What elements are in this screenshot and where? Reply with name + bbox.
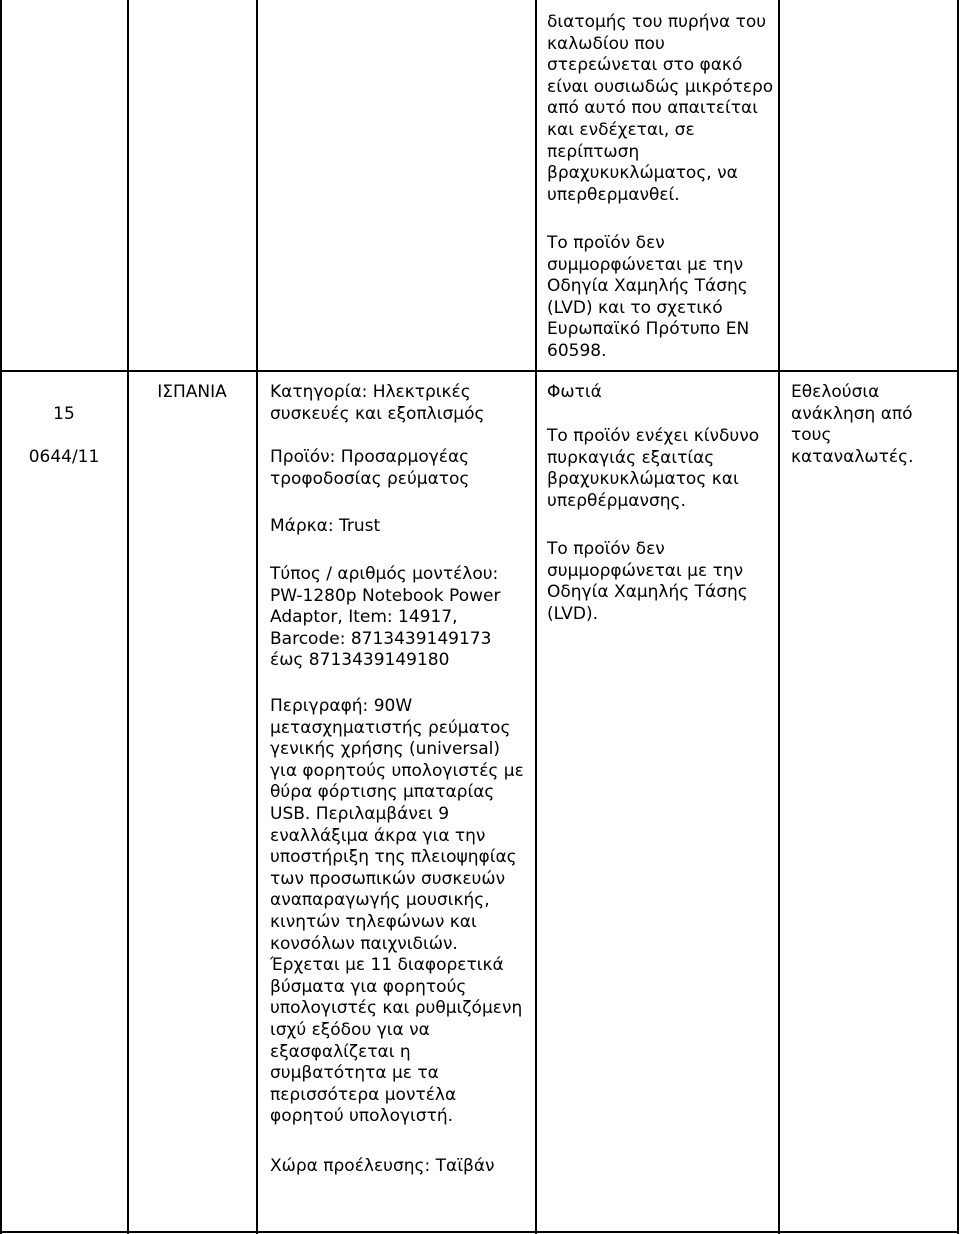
- measures-taken: Εθελούσια ανάκληση από τους καταναλωτές.: [791, 382, 914, 467]
- border-right: [957, 0, 959, 1234]
- border-bottom: [0, 1231, 959, 1233]
- product-origin: Χώρα προέλευσης: Ταϊβάν: [270, 1156, 495, 1176]
- top-compliance-note: Το προϊόν δεν συμμορφώνεται με την Οδηγία Χαμηλής Τάσης (LVD) και το σχετικό Ευρωπαϊκό Πρότυπο EN 60598.: [547, 233, 750, 361]
- risk-type: Φωτιά: [547, 382, 602, 402]
- entry-number: [2, 382, 126, 490]
- top-hazard-description: διατομής του πυρήνα του καλωδίου που στερεώνεται στο φακό είναι ουσιωδώς μικρότερο από αυτό που απαιτείται και ενδέχεται, σε περίπτωση βραχυκυκλώματος, να υπερθερμανθεί.: [547, 12, 774, 205]
- entry-country: ΙΣΠΑΝΙΑ: [157, 382, 227, 402]
- product-model: Τύπος / αριθμός μοντέλου: PW-1280p Notebook Power Adaptor, Item: 14917, Barcode: 8713439149173 έως 8713439149180: [270, 564, 501, 671]
- row-divider: [0, 370, 959, 372]
- product-description: Περιγραφή: 90W μετασχηματιστής ρεύματος γενικής χρήσης (universal) για φορητούς υπολογιστές με θύρα φόρτισης μπαταρίας USB. Περιλαμβάνει 9 εναλλάξιμα άκρα για την υποστήριξη της πλειοψηφίας των προσωπικών συσκευών αναπαραγωγής μουσικής, κινητών τηλεφώνων και κονσόλων παιχνιδιών. Έρχεται με 11 διαφορετικά βύσματα για φορητούς υπολογιστές και ρυθμιζόμενη ισχύ εξόδου για να εξασφαλίζεται η συμβατότητα με τα περισσότερα μοντέλα φορητού υπολογιστή.: [270, 696, 524, 1127]
- border-left: [0, 0, 2, 1234]
- risk-description: Το προϊόν ενέχει κίνδυνο πυρκαγιάς εξαιτίας βραχυκυκλώματος και υπερθέρμανσης.: [547, 426, 760, 511]
- border-col3: [535, 0, 537, 1234]
- product-brand: Μάρκα: Trust: [270, 516, 381, 536]
- risk-compliance: Το προϊόν δεν συμμορφώνεται με την Οδηγία Χαμηλής Τάσης (LVD).: [547, 539, 748, 624]
- border-col2: [256, 0, 258, 1234]
- border-col4: [778, 0, 780, 1234]
- entry-reference: 0644/11: [28, 446, 100, 467]
- product-name: Προϊόν: Προσαρμογέας τροφοδοσίας ρεύματος: [270, 447, 470, 489]
- entry-index: 15: [53, 403, 75, 424]
- product-category: Κατηγορία: Ηλεκτρικές συσκευές και εξοπλισμός: [270, 382, 485, 424]
- border-col1: [127, 0, 129, 1234]
